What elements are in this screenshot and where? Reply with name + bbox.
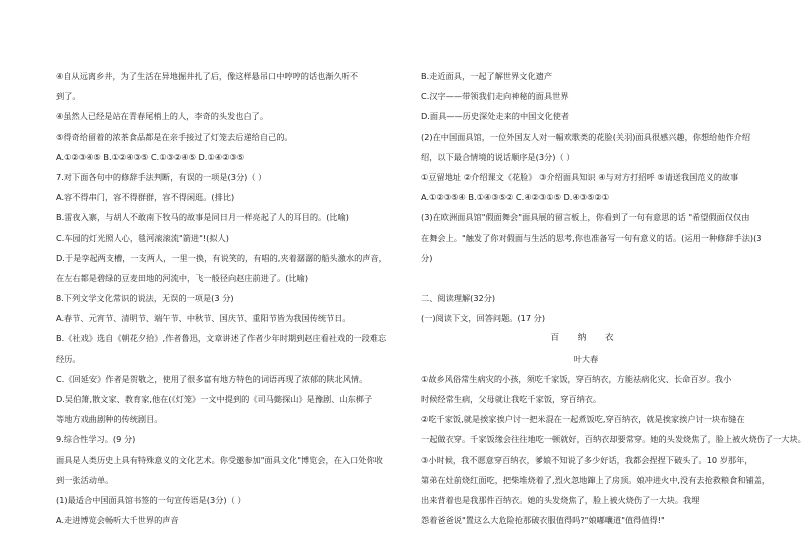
text-line: ⑤得奇给留着的浓茶食品都是在亲手接过了灯笼去后递给自己的。: [56, 131, 293, 142]
option-a: A.走进博览会畅听大千世界的声音: [56, 515, 179, 526]
question-7: 7.对下面各句中的修辞手法判断，有误的一项是(3分)（ ）: [56, 171, 267, 182]
answer-options: A.①②③④⑤ B.①②④③⑤ C.①③②④⑤ D.①④②③⑤: [56, 151, 245, 162]
article-author: 叶大春: [573, 353, 599, 364]
text-line: ④虽然人已经是站在青春尾梢上的人，李奇的头发也白了。: [56, 111, 269, 122]
paragraph-line: 第弟在灶前烧红面吃，把柴堆烧着了,烈火忽地蹿上了房顶。娘冲进火中,没有去抢救粮食和铺盖，: [421, 474, 771, 485]
question-8: 8.下列文学文化常识的说法，无误的一项是(3 分): [56, 293, 234, 304]
option-d: D.于是孪起两支槽，一支两人，一里一换，有说笑的，有唱的,夹着潺潺的船头激水的声音，: [56, 252, 387, 263]
option-b: B.走近面具，一起了解世界文化遗产: [421, 71, 553, 81]
spacer: [421, 268, 751, 288]
article-title: 百 纳 衣: [550, 333, 622, 344]
paragraph-line: ①故乡风俗常生病灾的小孩，须吃千家饭，穿百纳衣，方能祛病化灾、长命百岁。我小: [421, 373, 732, 384]
text-line: 到了。: [56, 91, 81, 102]
text-line: 到一张活动单。: [56, 474, 114, 485]
right-column: [421, 66, 806, 530]
sub-question-1: (1)最适合中国面具馆书签的一句宣传语是(3分)（ ）: [56, 494, 246, 505]
option-d: D.吴伯箫,散文家、教育家,他在(《灯笼》一文中提到的《司马懿探山》是豫剧、山东梆子: [56, 394, 373, 404]
text-line: 等地方戏曲剧种的传统剧目。: [56, 414, 163, 425]
text-line: 面具是人类历史上具有特殊意义的文化艺术。你受邀参加"面具文化"博览会，在入口处你收: [56, 454, 383, 465]
paragraph-line: ③小时候，我不愿意穿百纳衣，爹娘不知说了多少好话，我都会捏捏下破头了。10 岁那年，: [421, 454, 753, 465]
section-heading: 二、阅读理解(32分): [421, 293, 496, 304]
paragraph-line: 一起做衣穿。千家饭缘会往往地吃一顿就好，百纳衣却要常穿。她的头发烧焦了，脸上被火烧伤了一大块。: [421, 434, 806, 445]
paragraph-line: 时候经常生病，父母就让我吃千家饭，穿百纳衣。: [421, 394, 602, 404]
text-line: 经历。: [56, 353, 81, 364]
option-d: D.面具——历史深处走来的中国文化使者: [421, 111, 570, 122]
option-c: C.车园的灯光照人心，毯河滚滚流"箭进"!(拟人): [56, 232, 229, 243]
paragraph-line: 怨着爸爸说"置这么大危险抢那破衣服值得吗?"娘嘟囔道"值得值得!": [421, 515, 665, 526]
paragraph-line: ②吃千家饭,就是挨家挨户讨一把米混在一起煮饭吃,穿百纳衣，就是挨家挨户讨一块布缝在: [421, 414, 745, 425]
left-column: [56, 66, 391, 530]
option-a: A.春节、元宵节、清明节、端午节、中秋节、国庆节、重阳节皆为我国传统节日。: [56, 313, 351, 324]
text-line: 在左右都是碧绿的豆麦田地的河流中，飞一般径向赵庄前进了。(比喻): [56, 272, 309, 283]
text-line: 绍，以下最合情境的说话顺序是(3分)（ ）: [421, 151, 575, 162]
sub-question-2: (2)在中国面具馆，一位外国友人对一幅欢歌类的花脸(关羽)面具很感兴趣，你想给他作介绍: [421, 131, 751, 142]
option-c: C.《回延安》作者是贺敬之，使用了很多富有地方特色的词语再现了浓郁的陕北风情。: [56, 373, 368, 384]
paragraph-line: 出来背着也是我那件百纳衣。她的头发烧焦了，脸上被火烧伤了一大块。我埋: [421, 494, 700, 505]
text-line: ④自从远离乡井，为了生活在异地掘井扎了后，像这样悬吊口中哼哼的话也渐久听不: [56, 71, 359, 81]
option-b: B.雷夜入寨，与胡人不敢南下牧马的故事是同日月一样亮起了人的耳目的。(比喻): [56, 212, 349, 223]
sub-question-3: (3)在欧洲面具馆"假面舞会"面具展的留言板上，你看到了一句有意思的话 "希望假面仅仅由: [421, 212, 750, 223]
answer-options: A.①②③⑤④ B.①④③⑤② C.④②③①⑤ D.④③⑤②①: [421, 192, 610, 203]
reading-instruction: (一)阅读下文，回答问题。(17 分): [421, 313, 546, 324]
sequence-items: ①豆留地址 ②介绍课文《花脸》 ③介绍面具知识 ④与对方打招呼 ⑤请送我国范义的故事: [421, 171, 739, 182]
question-9: 9.综合性学习。(9 分): [56, 434, 136, 445]
option-a: A.容不得串门，容不得群群，容不得闲逛。(排比): [56, 192, 235, 203]
text-line: 分): [421, 252, 433, 263]
text-line: 在舞会上。"触发了你对假面与生活的思考,你也准备写一句有意义的话。(运用一种修辞手法)(3: [421, 232, 762, 243]
option-c: C.汉字——带领我们走向神秘的面具世界: [421, 91, 569, 102]
option-b: B.《社戏》选自《朝花夕拾》,作者鲁迅，文章讲述了作者少年时期到赵庄看社戏的一段难忘: [56, 333, 387, 344]
